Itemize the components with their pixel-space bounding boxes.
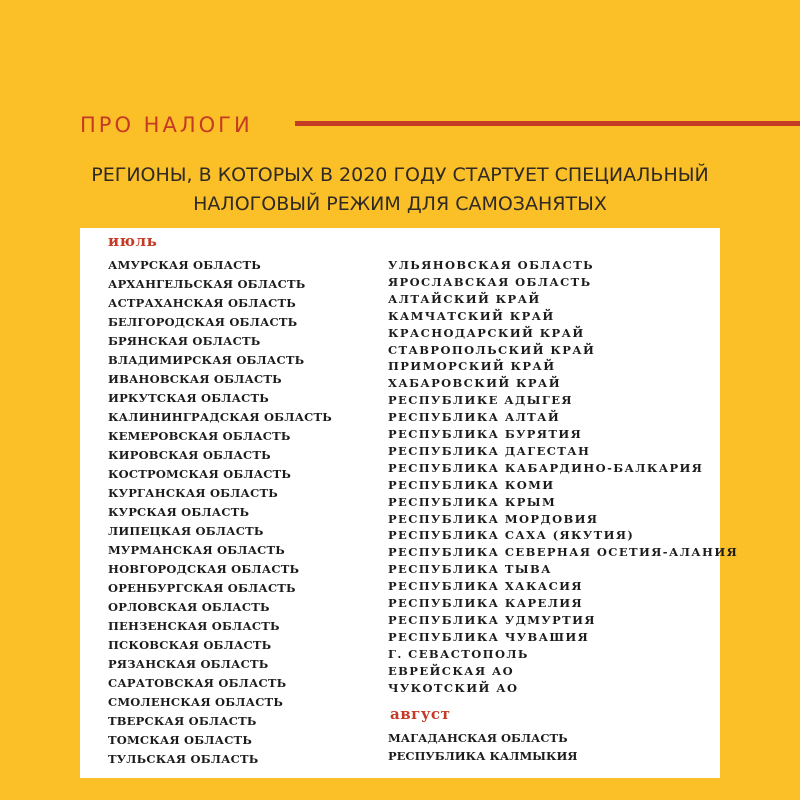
region-item: ОРЕНБУРГСКАЯ ОБЛАСТЬ: [108, 581, 296, 595]
region-item: ТВЕРСКАЯ ОБЛАСТЬ: [108, 714, 257, 728]
region-item: ЧУКОТСКИЙ АО: [388, 680, 519, 695]
region-item: БЕЛГОРОДСКАЯ ОБЛАСТЬ: [108, 315, 298, 329]
region-item: РЕСПУБЛИКА МОРДОВИЯ: [388, 511, 599, 526]
brand-divider: [295, 121, 800, 126]
region-item: РЕСПУБЛИКА КРЫМ: [388, 494, 557, 509]
region-item: РЕСПУБЛИКА КОМИ: [388, 477, 555, 492]
region-item: АРХАНГЕЛЬСКАЯ ОБЛАСТЬ: [108, 277, 306, 291]
region-item: ЯРОСЛАВСКАЯ ОБЛАСТЬ: [388, 274, 592, 289]
region-item: РЕСПУБЛИКА АЛТАЙ: [388, 410, 561, 425]
region-item: ОРЛОВСКАЯ ОБЛАСТЬ: [108, 600, 270, 614]
region-item: МАГАДАНСКАЯ ОБЛАСТЬ: [388, 731, 568, 745]
region-item: КЕМЕРОВСКАЯ ОБЛАСТЬ: [108, 429, 291, 443]
region-item: КУРГАНСКАЯ ОБЛАСТЬ: [108, 486, 278, 500]
region-item: КОСТРОМСКАЯ ОБЛАСТЬ: [108, 467, 292, 481]
region-item: СТАВРОПОЛЬСКИЙ КРАЙ: [388, 342, 596, 357]
region-item: АМУРСКАЯ ОБЛАСТЬ: [108, 258, 261, 272]
region-item: РЕСПУБЛИКА СЕВЕРНАЯ ОСЕТИЯ-АЛАНИЯ: [388, 545, 739, 560]
august-heading: август: [390, 705, 451, 723]
region-item: АСТРАХАНСКАЯ ОБЛАСТЬ: [108, 296, 296, 310]
region-item: КАЛИНИНГРАДСКАЯ ОБЛАСТЬ: [108, 410, 332, 424]
region-item: УЛЬЯНОВСКАЯ ОБЛАСТЬ: [388, 258, 595, 272]
region-item: ИВАНОВСКАЯ ОБЛАСТЬ: [108, 372, 282, 386]
region-item: ВЛАДИМИРСКАЯ ОБЛАСТЬ: [108, 353, 305, 367]
region-item: РЕСПУБЛИКЕ АДЫГЕЯ: [388, 393, 573, 408]
region-item: ПРИМОРСКИЙ КРАЙ: [388, 359, 556, 374]
region-item: АЛТАЙСКИЙ КРАЙ: [388, 291, 541, 306]
july-heading: июль: [108, 232, 158, 250]
region-item: РЕСПУБЛИКА КАЛМЫКИЯ: [388, 749, 578, 763]
region-item: ПЕНЗЕНСКАЯ ОБЛАСТЬ: [108, 619, 280, 633]
region-item: ТОМСКАЯ ОБЛАСТЬ: [108, 733, 253, 747]
region-item: РЕСПУБЛИКА КАРЕЛИЯ: [388, 596, 584, 610]
region-item: РЕСПУБЛИКА БУРЯТИЯ: [388, 427, 583, 441]
region-item: КУРСКАЯ ОБЛАСТЬ: [108, 505, 250, 519]
region-item: КРАСНОДАРСКИЙ КРАЙ: [388, 325, 585, 340]
region-item: РЕСПУБЛИКА ТЫВА: [388, 562, 552, 577]
region-item: САРАТОВСКАЯ ОБЛАСТЬ: [108, 676, 287, 690]
region-item: ХАБАРОВСКИЙ КРАЙ: [388, 376, 561, 391]
region-item: РЕСПУБЛИКА УДМУРТИЯ: [388, 612, 596, 627]
region-item: ЛИПЕЦКАЯ ОБЛАСТЬ: [108, 524, 264, 538]
region-item: ИРКУТСКАЯ ОБЛАСТЬ: [108, 391, 269, 405]
region-item: РЕСПУБЛИКА ЧУВАШИЯ: [388, 629, 590, 644]
brand-title: ПРО НАЛОГИ: [80, 113, 253, 137]
page-title-line-1: РЕГИОНЫ, В КОТОРЫХ В 2020 ГОДУ СТАРТУЕТ СПЕЦИАЛЬНЫЙ: [91, 164, 709, 186]
region-item: РЕСПУБЛИКА САХА (ЯКУТИЯ): [388, 528, 635, 543]
region-item: МУРМАНСКАЯ ОБЛАСТЬ: [108, 543, 285, 557]
region-item: БРЯНСКАЯ ОБЛАСТЬ: [108, 334, 261, 348]
region-item: ТУЛЬСКАЯ ОБЛАСТЬ: [108, 752, 259, 766]
region-item: СМОЛЕНСКАЯ ОБЛАСТЬ: [108, 695, 284, 709]
region-item: НОВГОРОДСКАЯ ОБЛАСТЬ: [108, 562, 300, 576]
region-item: РЕСПУБЛИКА ХАКАСИЯ: [388, 579, 583, 594]
page-title-line-2: НАЛОГОВЫЙ РЕЖИМ ДЛЯ САМОЗАНЯТЫХ: [193, 193, 607, 215]
regions-panel: [80, 228, 739, 778]
region-item: ЕВРЕЙСКАЯ АО: [388, 663, 515, 678]
region-item: КАМЧАТСКИЙ КРАЙ: [388, 308, 555, 323]
region-item: РЯЗАНСКАЯ ОБЛАСТЬ: [108, 657, 269, 671]
region-item: КИРОВСКАЯ ОБЛАСТЬ: [108, 448, 271, 462]
region-item: РЕСПУБЛИКА КАБАРДИНО-БАЛКАРИЯ: [388, 460, 704, 475]
region-item: ПСКОВСКАЯ ОБЛАСТЬ: [108, 638, 272, 652]
region-item: РЕСПУБЛИКА ДАГЕСТАН: [388, 443, 591, 458]
region-item: Г. СЕВАСТОПОЛЬ: [388, 646, 529, 661]
